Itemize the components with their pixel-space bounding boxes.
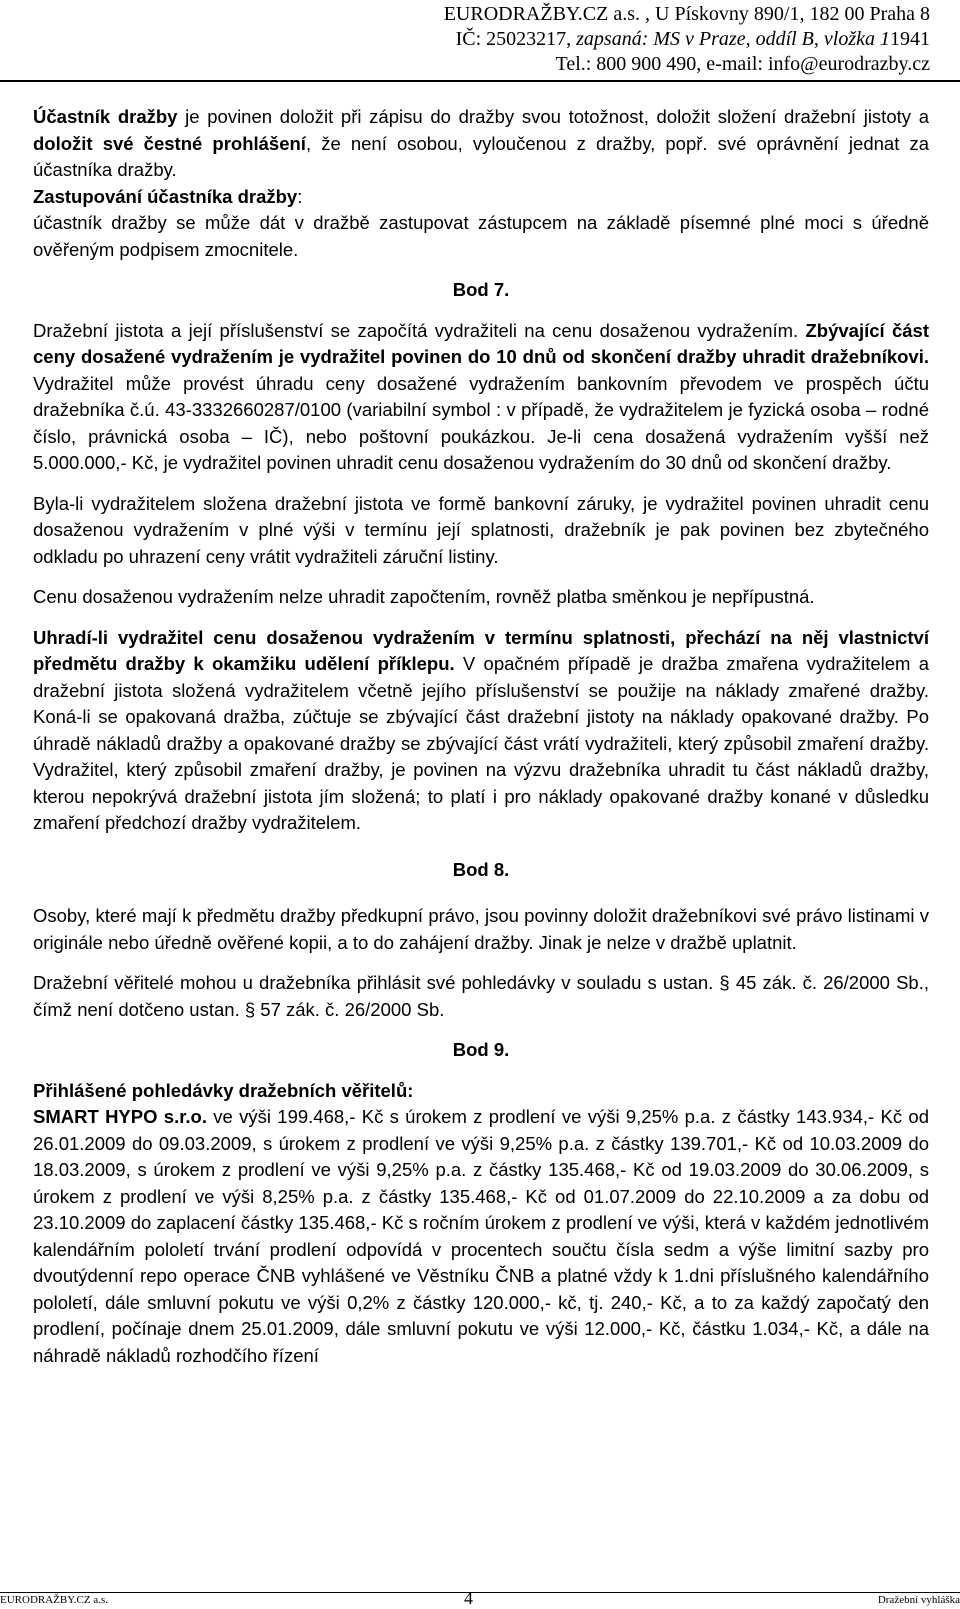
section-heading-bod-9: Bod 9.: [452, 1039, 510, 1060]
header-ic: IČ: 25023217,: [455, 28, 577, 50]
bold-text: Uhradí-li vydražitel cenu dosaženou vydražením v termínu splatnosti, přechází na něj vlastnictví předmětu dražby k okamžiku udělení příklepu.: [33, 626, 929, 674]
footer-divider: [0, 1592, 960, 1593]
paragraph-pre-emption: Osoby, které mají k předmětu dražby předkupní právo, jsou povinny doložit dražebníkovi své právo listinami v originále nebo úředně ověřené kopii, a to do zahájení dražby. Jinak je nelze v dražbě uplatnit.: [33, 905, 929, 953]
paragraph-no-offset: Cenu dosaženou vydražením nelze uhradit započtením, rovněž platba směnkou je nepřípustná.: [33, 586, 815, 607]
header-company-line: EURODRAŽBY.CZ a.s. , U Pískovny 890/1, 182 00 Praha 8: [443, 3, 930, 25]
bold-text: doložit své čestné prohlášení: [33, 132, 306, 154]
section-heading-bod-8: Bod 8.: [452, 858, 510, 880]
text: V opačném případě je dražba zmařena vydražitelem a dražební jistota složená vydražitelem včetně jejího příslušenství se použije na náklady zmařené dražby. Koná-li se opakovaná dražba, zúčtuje se zbývající část dražební jistoty na náklady opakované dražby. Po úhradě nákladů dražby a opakované dražby se zbývající část vrátí vydražiteli, který způsobil zmaření dražby. Vydražitel, který způsobil zmaření dražby, je povinen na výzvu dražebníka uhradit tu část nákladů dražby, kterou nepokrývá dražební jistota jím složená; to platí i pro náklady opakované dražby konané v důsledku zmaření předchozí dražby vydražitelem.: [33, 653, 929, 833]
text: ve výši 199.468,- Kč s úrokem z prodlení ve výši 9,25% p.a. z částky 143.934,- Kč od 26.01.2009 do 09.03.2009, s úrokem z prodlení ve výši 9,25% p.a. z částky 139.701,- Kč od 10.03.2009 do 18.03.2009, s úrokem z prodlení ve výši 9,25% p.a. z částky 135.468,- Kč od 19.03.2009 do 30.06.2009, s úrokem z prodlení ve výši 8,25% p.a. z částky 135.468,- Kč od 01.07.2009 do 22.10.2009 a za dobu od 23.10.2009 do zaplacení částky 135.468,- Kč s ročním úrokem z prodlení ve výši, která v každém jednotlivém kalendářním pololetí trvání prodlení odpovídá v procentech součtu čísla sedm a výše limitní sazby pro dvoutýdenní repo operace ČNB vyhlášené ve Věstníku ČNB a platné vždy k 1.dni příslušného kalendářního pololetí, dále smluvní pokutu ve výši 0,2% z částky 120.000,- kč, tj. 240,- Kč, a to za každý započatý den prodlení, počínaje dnem 25.01.2009, dále smluvní pokutu ve výši 12.000,- Kč, částku 1.034,- Kč, a dále na náhradě nákladů rozhodčího řízení: [33, 1106, 929, 1366]
bold-text: Zastupování účastníka dražby: [33, 185, 298, 207]
text: , že není osobou, vyloučenou z dražby, popř. své oprávnění jednat za účastníka dražby.: [33, 132, 929, 180]
header-registration-line: [0, 27, 930, 51]
bold-text: Zbývající část ceny dosažené vydražením je vydražitel povinen do 10 dnů od skončení dražby uhradit dražebníkovi.: [33, 319, 929, 367]
bold-text: Účastník dražby: [33, 106, 178, 127]
paragraph-bank-guarantee: Byla-li vydražitelem složena dražební jistota ve formě bankovní záruky, je vydražitel povinen uhradit cenu dosaženou vydražením v plné výši v termínu její splatnosti, dražebník je pak povinen bez zbytečného odkladu po uhrazení ceny vrátit vydražiteli záruční listiny.: [33, 492, 929, 567]
section-heading-bod-7: Bod 7.: [452, 279, 510, 300]
document-body: [33, 104, 929, 1383]
paragraph-creditors: Dražební věřitelé mohou u dražebníka přihlásit své pohledávky v souladu s ustan. § 45 zák. č. 26/2000 Sb., čímž není dotčeno ustan. § 57 zák. č. 26/2000 Sb.: [33, 972, 929, 1020]
header-contact-line: Tel.: 800 900 490, e-mail: info@eurodrazby.cz: [555, 53, 930, 75]
paragraph-payment: [33, 318, 929, 477]
header-registry: zapsaná: MS v Praze, oddíl B, vložka 1: [576, 28, 890, 50]
paragraph-claims: [33, 1104, 929, 1369]
text: Vydražitel může provést úhradu ceny dosažené vydražením bankovním převodem ve prospěch účtu dražebníka č.ú. 43-3332660287/0100 (variabilní symbol : v případě, že vydražitelem je fyzická osoba – rodné číslo, právnická osoba – IČ), nebo poštovní poukázkou. Je-li cena dosažená vydražením vyšší než 5.000.000,- Kč, je vydražitel povinen uhradit cenu dosaženou vydražením do 30 dnů od skončení dražby.: [33, 372, 929, 473]
paragraph-ownership-transfer: [33, 625, 929, 837]
text: Dražební jistota a její příslušenství se započítá vydražiteli na cenu dosaženou vydražením.: [33, 319, 806, 341]
page-number: 4: [464, 1588, 473, 1608]
footer-document-title: Dražební vyhláška: [877, 1594, 960, 1606]
footer-company: EURODRAŽBY.CZ a.s.: [0, 1594, 108, 1606]
paragraph-participant: [33, 104, 929, 184]
paragraph-representation-heading: [33, 184, 929, 211]
paragraph-claims-heading: Přihlášené pohledávky dražebních věřitelů:: [33, 1079, 414, 1101]
paragraph-representation: účastník dražby se může dát v dražbě zastupovat zástupcem na základě písemné plné moci s úředně ověřeným podpisem zmocnitele.: [33, 212, 929, 260]
text: je povinen doložit při zápisu do dražby svou totožnost, doložit složení dražební jistoty a: [177, 106, 929, 127]
header-divider: [0, 80, 960, 82]
header-registry-number: 1941: [890, 28, 930, 50]
text: :: [297, 185, 303, 207]
bold-text: SMART HYPO s.r.o.: [33, 1106, 207, 1127]
